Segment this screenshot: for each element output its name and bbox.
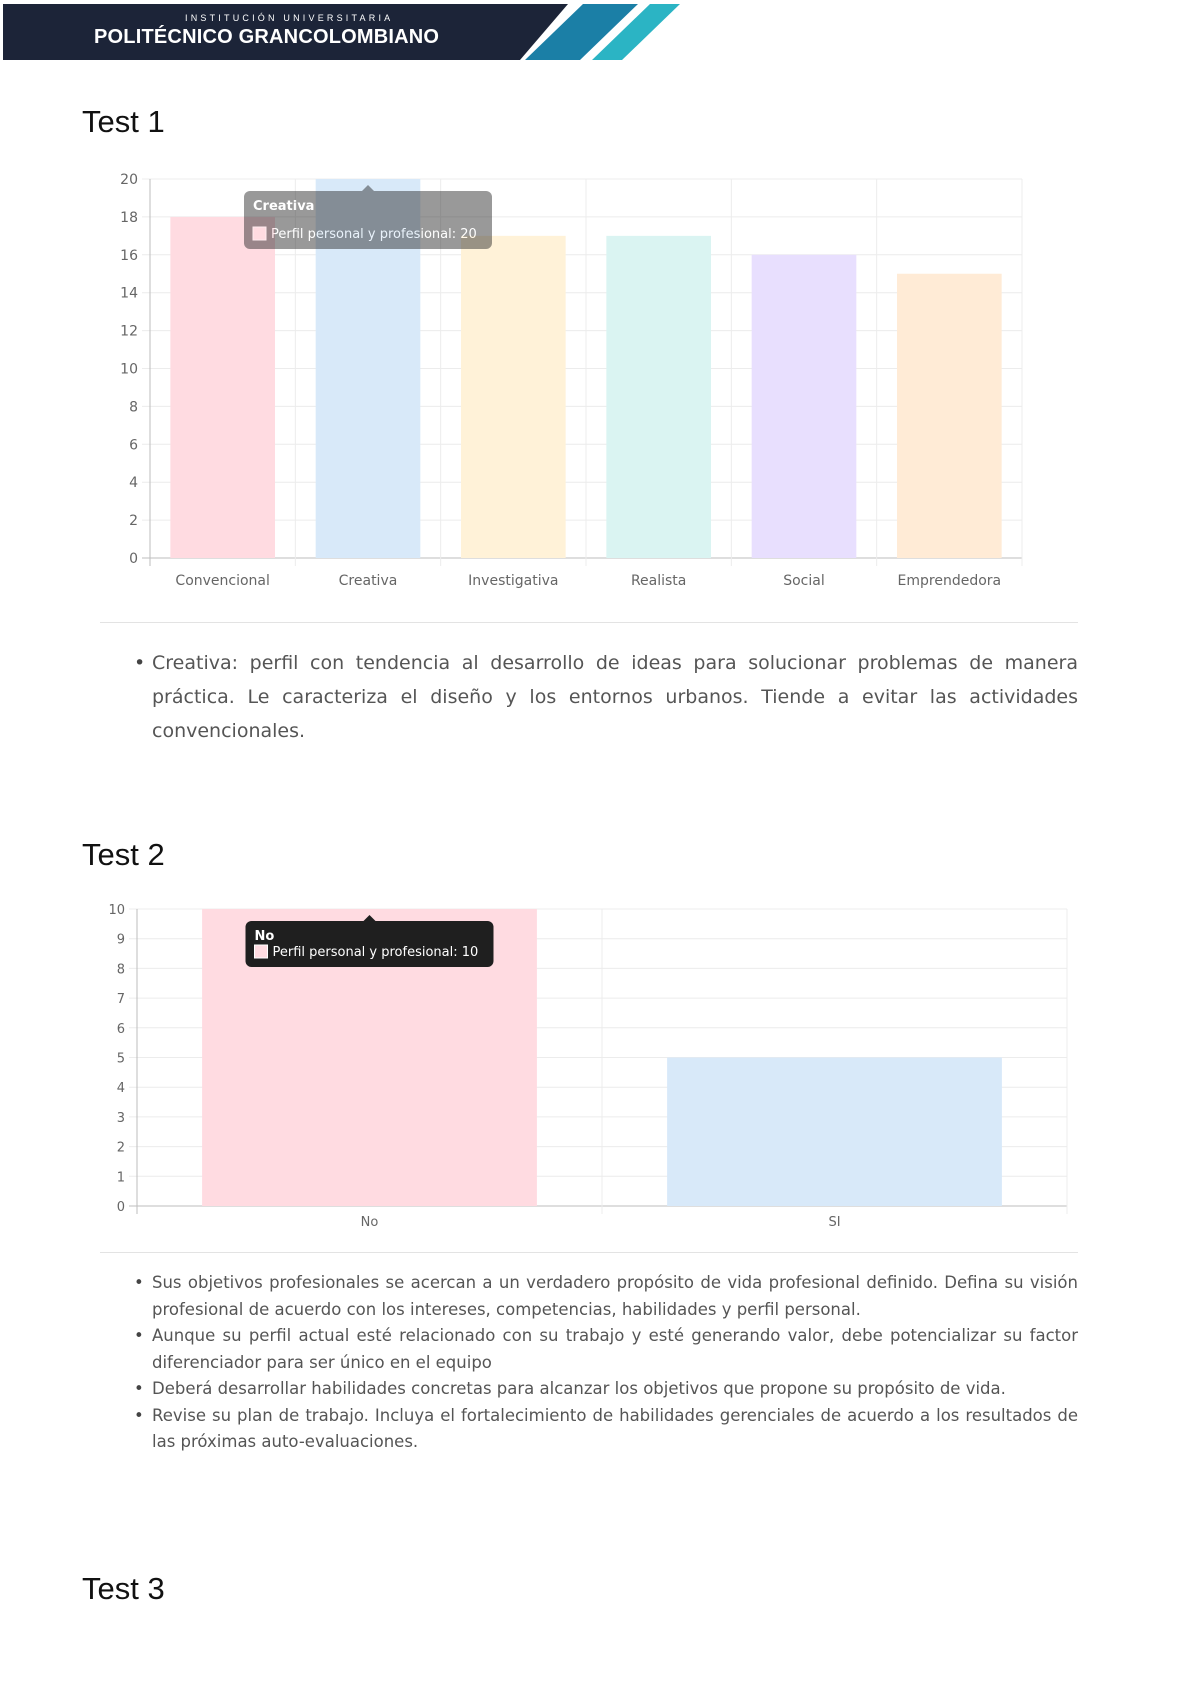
- test2-y-tick-label: 8: [116, 962, 125, 978]
- institution-name: POLITÉCNICO GRANCOLOMBIANO: [94, 26, 440, 48]
- test2-tooltip-box: [246, 921, 494, 967]
- test2-y-tick-label: 7: [116, 992, 125, 1008]
- test1-tooltip-label: Perfil personal y profesional: 20: [271, 227, 477, 242]
- test2-notes: [134, 1270, 1078, 1456]
- test1-y-tick-label: 4: [129, 475, 138, 492]
- test1-y-tick-label: 6: [129, 437, 138, 454]
- test1-note-item: • Creativa: perfil con tendencia al desarrollo de ideas para solucionar problemas de manera práctica. Le caracteriza el diseño y los entornos urbanos. Tiende a evitar las actividades convencionales.: [134, 646, 1078, 748]
- test2-tooltip-title: No: [254, 929, 275, 944]
- test2-y-tick-label: 9: [116, 932, 125, 948]
- test1-x-tick-label: Emprendedora: [897, 573, 1002, 589]
- test2-y-tick-label: 4: [116, 1081, 125, 1097]
- institution-subtitle: INSTITUCIÓN UNIVERSITARIA: [185, 13, 394, 23]
- test2-note-item: • Sus objetivos profesionales se acercan a un verdadero propósito de vida profesional definido. Defina su visión profesional de acuerdo con los intereses, competencias, habilidades y perfil personal.: [134, 1270, 1078, 1323]
- test2-note-item: • Aunque su perfil actual esté relacionado con su trabajo y esté generando valor, debe potencializar su factor diferenciador para ser único en el equipo: [134, 1323, 1078, 1376]
- test2-title: Test 2: [82, 837, 165, 872]
- test2-tooltip-label: Perfil personal y profesional: 10: [272, 945, 479, 960]
- test1-y-tick-label: 2: [129, 513, 138, 530]
- test1-y-tick-label: 10: [120, 361, 138, 378]
- test2-y-tick-label: 5: [116, 1051, 125, 1067]
- test3-title: Test 3: [82, 1571, 165, 1606]
- test1-x-tick-label: Convencional: [175, 573, 270, 589]
- test1-title: Test 1: [82, 104, 165, 139]
- test1-y-tick-label: 14: [120, 285, 138, 302]
- test2-x-tick-label: SI: [828, 1215, 841, 1230]
- test1-x-tick-label: Realista: [630, 573, 687, 589]
- test1-y-tick-label: 18: [120, 209, 138, 226]
- test1-y-tick-label: 16: [120, 247, 138, 264]
- test1-x-tick-label: Social: [783, 573, 825, 589]
- test2-y-tick-label: 6: [116, 1021, 125, 1037]
- test2-y-tick-label: 10: [108, 903, 125, 918]
- test1-y-tick-label: 8: [129, 399, 138, 416]
- test2-y-tick-label: 0: [116, 1200, 125, 1215]
- test2-y-tick-label: 2: [116, 1140, 125, 1156]
- test2-divider: [100, 1252, 1078, 1253]
- test1-y-tick-label: 0: [129, 551, 138, 567]
- test2-note-item: • Deberá desarrollar habilidades concretas para alcanzar los objetivos que propone su propósito de vida.: [134, 1376, 1078, 1403]
- test2-y-tick-label: 3: [116, 1110, 125, 1126]
- test2-tooltip: [246, 915, 494, 967]
- test2-tooltip-swatch: [255, 945, 268, 958]
- test2-y-tick-label: 1: [116, 1170, 125, 1186]
- test2-bar-si: [667, 1058, 1002, 1207]
- test1-tooltip-title: Creativa: [253, 199, 315, 214]
- test2-note-item: • Revise su plan de trabajo. Incluya el fortalecimiento de habilidades gerenciales de acuerdo a los resultados de las próximas auto-evaluaciones.: [134, 1403, 1078, 1456]
- test1-y-tick-label: 20: [120, 172, 138, 188]
- test1-x-tick-label: Investigativa: [468, 573, 559, 589]
- test1-y-tick-label: 12: [120, 323, 138, 340]
- test1-x-tick-label: Creativa: [338, 573, 398, 589]
- test2-x-tick-label: No: [360, 1215, 379, 1230]
